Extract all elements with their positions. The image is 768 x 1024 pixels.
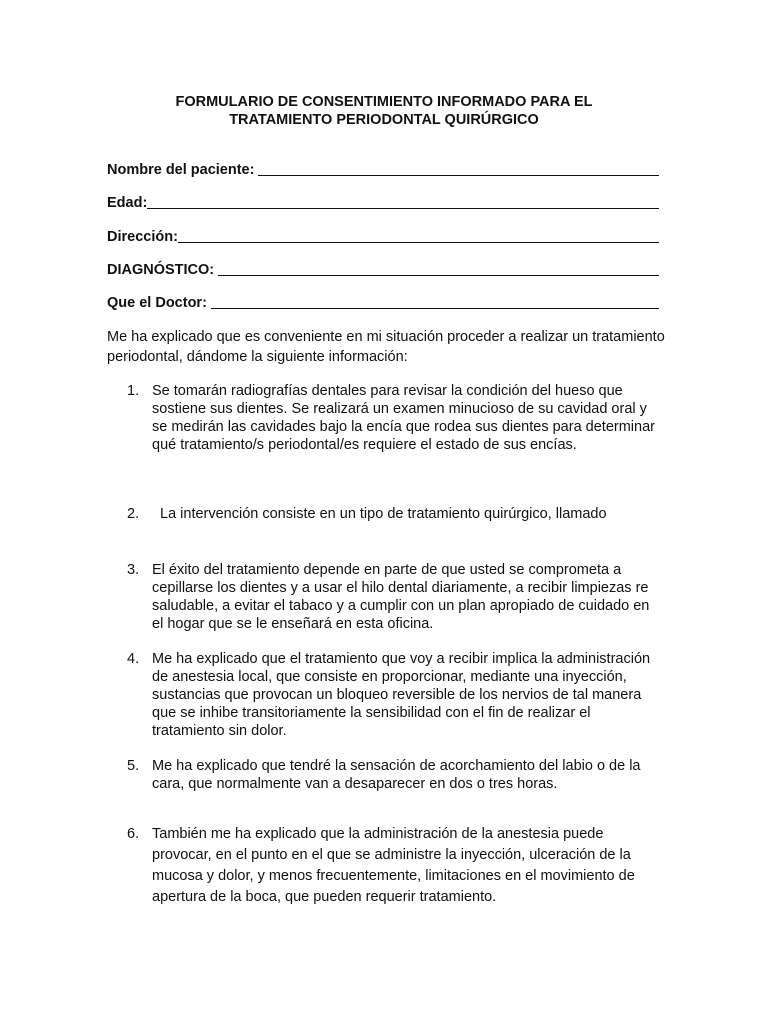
patient-name-label: Nombre del paciente: <box>107 162 255 178</box>
list-item-number: 6. <box>127 826 140 842</box>
list-item-text: Me ha explicado que el tratamiento que voy a recibir implica la administración de anestesia local, que consiste en proporcionar, mediante una inyección, sustancias que provocan un bloqueo reversible de los nervios de tal manera que se inhibe transitoriamente la sensibilidad con el fin de realizar el tratamiento sin dolor. <box>152 651 651 739</box>
diagnosis-label: DIAGNÓSTICO: <box>107 262 215 278</box>
patient-name-blank[interactable] <box>258 175 659 176</box>
doctor-blank[interactable] <box>211 308 659 309</box>
diagnosis-field[interactable] <box>107 261 659 279</box>
diagnosis-blank[interactable] <box>218 275 659 276</box>
list-item-text: El éxito del tratamiento depende en parte de que usted se comprometa a cepillarse los dientes y a usar el hilo dental diariamente, a recibir limpiezas re saludable, a evitar el tabaco y a cumplir con un plan apropiado de cuidado en el hogar que se le enseñará en esta oficina. <box>152 562 650 632</box>
form-title-line-2: TRATAMIENTO PERIODONTAL QUIRÚRGICO <box>229 112 539 128</box>
age-field[interactable] <box>107 194 659 212</box>
intro-paragraph: Me ha explicado que es conveniente en mi situación proceder a realizar un tratamiento periodontal, dándome la siguiente información: <box>107 329 665 365</box>
list-item-number: 5. <box>127 758 140 774</box>
age-label: Edad: <box>107 195 148 211</box>
list-item-number: 2. <box>127 506 140 522</box>
list-item <box>127 757 662 793</box>
list-item-text: También me ha explicado que la administración de la anestesia puede provocar, en el punto en el que se administre la inyección, ulceración de la mucosa y dolor, y menos frecuentemente, limitaciones en el movimiento de apertura de la boca, que pueden requerir tratamiento. <box>152 826 635 905</box>
list-item <box>127 505 662 523</box>
address-field[interactable] <box>107 228 659 246</box>
list-item-text: Se tomarán radiografías dentales para revisar la condición del hueso que sostiene sus dientes. Se realizará un examen minucioso de su cavidad oral y se medirán las cavidades bajo la encía que rodea sus dientes para determinar qué tratamiento/s periodontal/es requiere el estado de sus encías. <box>152 383 655 453</box>
form-title-line-1: FORMULARIO DE CONSENTIMIENTO INFORMADO PARA EL <box>175 94 593 110</box>
list-item-number: 1. <box>127 383 140 399</box>
list-item <box>127 382 662 454</box>
list-item <box>127 824 662 908</box>
address-blank[interactable] <box>178 242 659 243</box>
list-item-text: La intervención consiste en un tipo de tratamiento quirúrgico, llamado <box>160 506 607 522</box>
list-item <box>127 561 662 633</box>
patient-name-field[interactable] <box>107 161 659 179</box>
address-label: Dirección: <box>107 229 178 245</box>
age-blank[interactable] <box>147 208 659 209</box>
list-item-text: Me ha explicado que tendré la sensación de acorchamiento del labio o de la cara, que normalmente van a desaparecer en dos o tres horas. <box>152 758 641 792</box>
list-item <box>127 650 662 740</box>
list-item-number: 3. <box>127 562 140 578</box>
doctor-label: Que el Doctor: <box>107 295 207 311</box>
list-item-number: 4. <box>127 651 140 667</box>
doctor-field[interactable] <box>107 294 659 312</box>
